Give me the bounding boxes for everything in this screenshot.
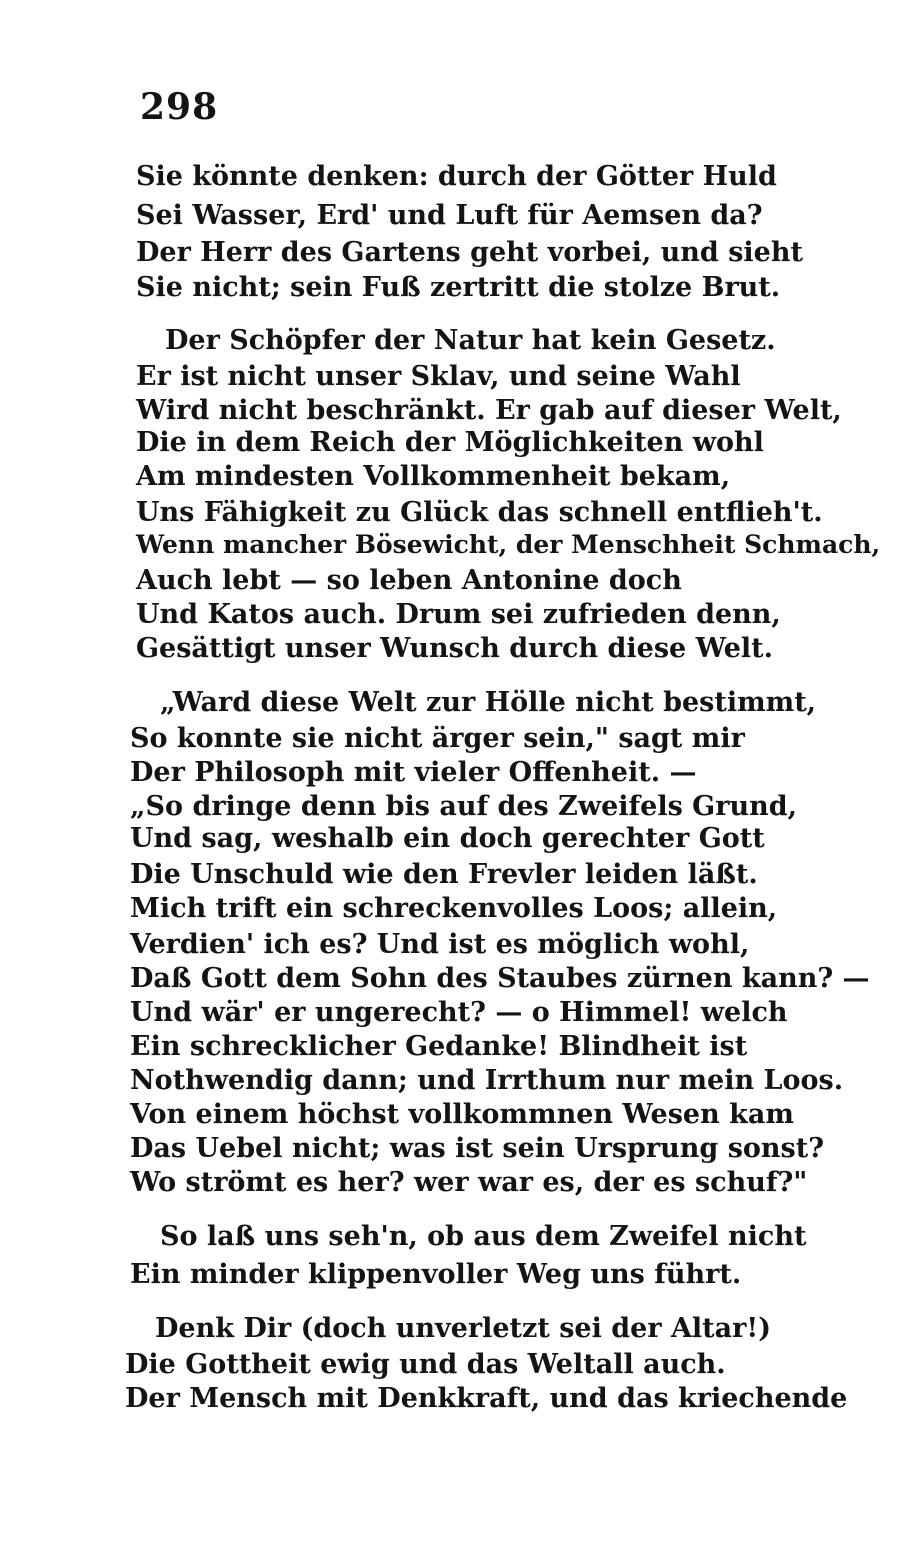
verse-line: Verdien' ich es? Und ist es möglich wohl, [130, 929, 750, 960]
verse-line: Denk Dir (doch unverletzt sei der Altar!) [155, 1313, 771, 1344]
verse-line: Die in dem Reich der Möglichkeiten wohl [136, 427, 764, 458]
verse-line: Mich trift ein schreckenvolles Loos; allein, [130, 893, 778, 924]
verse-line: Der Schöpfer der Natur hat kein Gesetz. [165, 325, 776, 356]
verse-line: Wird nicht beschränkt. Er gab auf dieser Welt, [136, 395, 842, 426]
verse-line: „So dringe denn bis auf des Zweifels Grund, [130, 791, 797, 822]
verse-line: Wo strömt es her? wer war es, der es schuf?" [130, 1167, 808, 1198]
verse-line: Ein schrecklicher Gedanke! Blindheit ist [130, 1031, 748, 1062]
verse-line: Die Unschuld wie den Frevler leiden läßt. [130, 859, 758, 890]
verse-line: Der Philosoph mit vieler Offenheit. — [130, 757, 697, 788]
verse-line: Von einem höchst vollkommnen Wesen kam [130, 1099, 794, 1130]
verse-line: Sei Wasser, Erd' und Luft für Aemsen da? [136, 200, 763, 231]
verse-line: So konnte sie nicht ärger sein," sagt mir [130, 723, 745, 754]
verse-line: Uns Fähigkeit zu Glück das schnell entflieh't. [136, 497, 823, 528]
verse-line: Auch lebt — so leben Antonine doch [136, 565, 682, 596]
verse-line: Wenn mancher Bösewicht, der Menschheit Schmach, [136, 530, 881, 559]
verse-line: Das Uebel nicht; was ist sein Ursprung sonst? [130, 1133, 825, 1164]
verse-line: Am mindesten Vollkommenheit bekam, [136, 461, 731, 492]
verse-line: Er ist nicht unser Sklav, und seine Wahl [136, 361, 741, 392]
verse-line: Der Mensch mit Denkkraft, und das kriechende [125, 1383, 848, 1414]
verse-line: Und Katos auch. Drum sei zufrieden denn, [136, 599, 781, 630]
verse-line: Ein minder klippenvoller Weg uns führt. [130, 1259, 742, 1290]
verse-line: Daß Gott dem Sohn des Staubes zürnen kann? — [130, 963, 870, 994]
verse-line: Und sag, weshalb ein doch gerechter Gott [130, 823, 765, 854]
verse-line: So laß uns seh'n, ob aus dem Zweifel nicht [160, 1221, 807, 1252]
verse-line: Sie nicht; sein Fuß zertritt die stolze Brut. [136, 272, 781, 303]
page-number: 298 [140, 86, 219, 128]
verse-line: Sie könnte denken: durch der Götter Huld [136, 161, 777, 192]
verse-line: Nothwendig dann; und Irrthum nur mein Loos. [130, 1065, 844, 1096]
verse-line: Der Herr des Gartens geht vorbei, und sieht [136, 237, 803, 268]
verse-line: „Ward diese Welt zur Hölle nicht bestimmt, [160, 687, 817, 718]
verse-line: Die Gottheit ewig und das Weltall auch. [125, 1349, 726, 1380]
verse-line: Gesättigt unser Wunsch durch diese Welt. [136, 633, 774, 664]
verse-line: Und wär' er ungerecht? — o Himmel! welch [130, 997, 788, 1028]
